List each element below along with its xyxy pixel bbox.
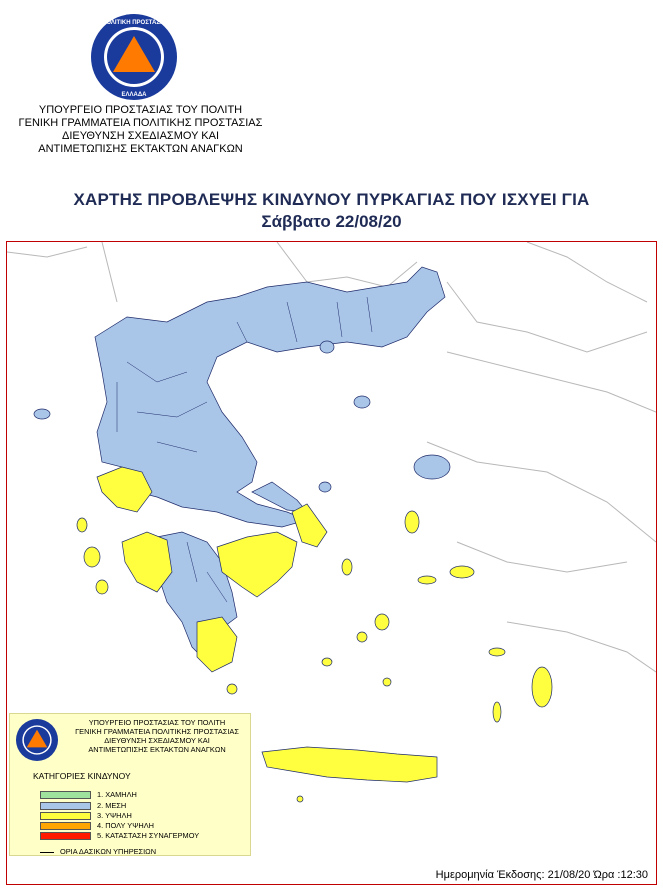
ministry-line: ΑΝΤΙΜΕΤΩΠΙΣΗΣ ΕΚΤΑΚΤΩΝ ΑΝΑΓΚΩΝ — [38, 143, 243, 155]
svg-text:ΠΟΛΙΤΙΚΗ ΠΡΟΣΤΑΣΙΑ: ΠΟΛΙΤΙΚΗ ΠΡΟΣΤΑΣΙΑ — [102, 20, 166, 26]
thasos-medium-risk — [320, 341, 334, 353]
south-euboea-high-risk — [292, 504, 327, 547]
legend-label: 2. ΜΕΣΗ — [97, 801, 127, 810]
kefalonia-high-risk — [84, 547, 100, 567]
legend — [9, 713, 251, 856]
boundary-line-symbol — [40, 852, 54, 853]
samos-high-risk — [450, 566, 474, 578]
legend-ministry-line: ΑΝΤΙΜΕΤΩΠΙΣΗΣ ΕΚΤΑΚΤΩΝ ΑΝΑΓΚΩΝ — [88, 745, 226, 754]
legend-swatch — [40, 791, 91, 799]
legend-category-very-high — [40, 822, 260, 830]
karpathos-high-risk — [493, 702, 501, 722]
naxos-high-risk — [375, 614, 389, 630]
legend-category-low — [40, 791, 260, 799]
legend-label: 1. ΧΑΜΗΛΗ — [97, 790, 137, 799]
civil-protection-logo-small — [15, 718, 59, 762]
legend-swatch — [40, 812, 91, 820]
legend-swatch — [40, 832, 91, 840]
legend-boundary-label: ΟΡΙΑ ΔΑΣΙΚΩΝ ΥΠΗΡΕΣΙΩΝ — [60, 847, 157, 856]
zakynthos-high-risk — [96, 580, 108, 594]
ministry-line: ΓΕΝΙΚΗ ΓΡΑΜΜΑΤΕΙΑ ΠΟΛΙΤΙΚΗΣ ΠΡΟΣΤΑΣΙΑΣ — [18, 117, 263, 129]
map-title: ΧΑΡΤΗΣ ΠΡΟΒΛΕΨΗΣ ΚΙΝΔΥΝΟΥ ΠΥΡΚΑΓΙΑΣ ΠΟΥ ΙΣΧΥΕΙ ΓΙΑ — [73, 190, 590, 209]
ministry-line: ΔΙΕΥΘΥΝΣΗ ΣΧΕΔΙΑΣΜΟΥ ΚΑΙ — [61, 130, 220, 142]
legend-heading: ΚΑΤΗΓΟΡΙΕΣ ΚΙΝΔΥΝΟΥ — [33, 771, 131, 781]
legend-category-medium — [40, 802, 260, 810]
ministry-header — [0, 104, 281, 156]
corfu-medium-risk — [34, 409, 50, 419]
legend-swatch — [40, 802, 91, 810]
crete-high-risk — [262, 747, 437, 782]
svg-text:ΕΛΛΑΔΑ: ΕΛΛΑΔΑ — [121, 92, 147, 98]
kos-high-risk — [489, 648, 505, 656]
legend-ministry-line: ΓΕΝΙΚΗ ΓΡΑΜΜΑΤΕΙΑ ΠΟΛΙΤΙΚΗΣ ΠΡΟΣΤΑΣΙΑΣ — [75, 727, 239, 736]
milos-high-risk — [322, 658, 332, 666]
legend-label: 5. ΚΑΤΑΣΤΑΣΗ ΣΥΝΑΓΕΡΜΟΥ — [97, 831, 200, 840]
limnos-medium-risk — [354, 396, 370, 408]
legend-boundary — [40, 848, 270, 856]
civil-protection-logo — [89, 12, 179, 102]
ministry-line: ΥΠΟΥΡΓΕΙΟ ΠΡΟΣΤΑΣΙΑΣ ΤΟΥ ΠΟΛΙΤΗ — [38, 104, 243, 116]
chios-high-risk — [405, 511, 419, 533]
legend-ministry-line: ΔΙΕΥΘΥΝΣΗ ΣΧΕΔΙΑΣΜΟΥ ΚΑΙ — [104, 736, 210, 745]
lefkada-high-risk — [77, 518, 87, 532]
legend-category-alert — [40, 832, 260, 840]
southern-peloponnese-high-risk — [197, 617, 237, 672]
legend-category-high — [40, 812, 260, 820]
legend-label: 4. ΠΟΛΥ ΥΨΗΛΗ — [97, 821, 154, 830]
legend-ministry-line: ΥΠΟΥΡΓΕΙΟ ΠΡΟΣΤΑΣΙΑΣ ΤΟΥ ΠΟΛΙΤΗ — [88, 718, 226, 727]
legend-swatch — [40, 822, 91, 830]
santorini-high-risk — [383, 678, 391, 686]
gavdos-high-risk — [297, 796, 303, 802]
rhodes-high-risk — [532, 667, 552, 707]
lesvos-medium-risk — [414, 455, 450, 479]
map-date: Σάββατο 22/08/20 — [261, 212, 402, 231]
paros-high-risk — [357, 632, 367, 642]
skyros-medium-risk — [319, 482, 331, 492]
kythira-high-risk — [227, 684, 237, 694]
legend-label: 3. ΥΨΗΛΗ — [97, 811, 132, 820]
ikaria-high-risk — [418, 576, 436, 584]
andros-high-risk — [342, 559, 352, 575]
issue-datetime: Ημερομηνία Έκδοσης: 21/08/20 Ώρα :12:30 — [435, 869, 648, 881]
legend-ministry-header — [64, 718, 250, 754]
